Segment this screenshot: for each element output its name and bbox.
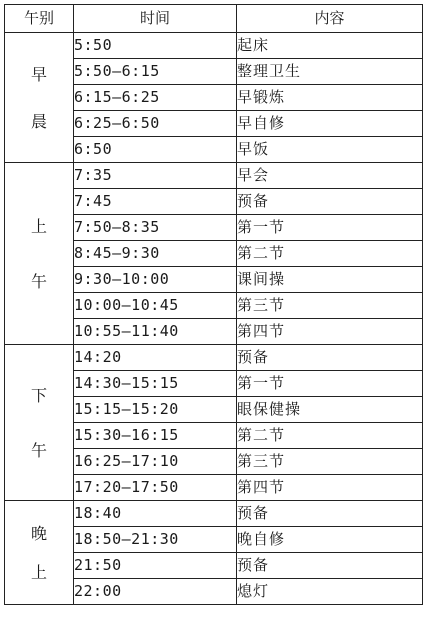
content-cell: 预备 bbox=[237, 553, 423, 579]
period-char: 下 bbox=[30, 385, 47, 405]
group-evening bbox=[5, 501, 423, 605]
time-cell: 8:45—9:30 bbox=[74, 241, 237, 267]
content-cell: 预备 bbox=[237, 189, 423, 215]
group-afternoon bbox=[5, 345, 423, 501]
content-cell: 第四节 bbox=[237, 319, 423, 345]
group-morning bbox=[5, 33, 423, 163]
content-cell: 课间操 bbox=[237, 267, 423, 293]
period-char: 午 bbox=[30, 271, 47, 291]
content-cell: 第二节 bbox=[237, 241, 423, 267]
period-char: 早 bbox=[30, 64, 47, 84]
header-content: 内容 bbox=[237, 5, 423, 33]
content-cell: 预备 bbox=[237, 345, 423, 371]
table-row bbox=[5, 345, 423, 371]
header-time: 时间 bbox=[74, 5, 237, 33]
time-cell: 5:50—6:15 bbox=[74, 59, 237, 85]
content-cell: 早会 bbox=[237, 163, 423, 189]
content-cell: 整理卫生 bbox=[237, 59, 423, 85]
time-cell: 6:50 bbox=[74, 137, 237, 163]
content-cell: 第一节 bbox=[237, 371, 423, 397]
content-cell: 熄灯 bbox=[237, 579, 423, 605]
content-cell: 起床 bbox=[237, 33, 423, 59]
content-cell: 早自修 bbox=[237, 111, 423, 137]
daily-schedule-table bbox=[4, 4, 423, 605]
period-label-forenoon bbox=[5, 163, 74, 345]
time-cell: 17:20—17:50 bbox=[74, 475, 237, 501]
time-cell: 5:50 bbox=[74, 33, 237, 59]
period-char: 上 bbox=[30, 562, 47, 582]
time-cell: 9:30—10:00 bbox=[74, 267, 237, 293]
time-cell: 10:00—10:45 bbox=[74, 293, 237, 319]
period-char: 晨 bbox=[30, 111, 47, 131]
content-cell: 第三节 bbox=[237, 293, 423, 319]
content-cell: 第四节 bbox=[237, 475, 423, 501]
time-cell: 16:25—17:10 bbox=[74, 449, 237, 475]
content-cell: 第二节 bbox=[237, 423, 423, 449]
content-cell: 晚自修 bbox=[237, 527, 423, 553]
time-cell: 6:15—6:25 bbox=[74, 85, 237, 111]
content-cell: 眼保健操 bbox=[237, 397, 423, 423]
time-cell: 21:50 bbox=[74, 553, 237, 579]
content-cell: 早饭 bbox=[237, 137, 423, 163]
table-row bbox=[5, 163, 423, 189]
period-label-evening bbox=[5, 501, 74, 605]
time-cell: 10:55—11:40 bbox=[74, 319, 237, 345]
content-cell: 第一节 bbox=[237, 215, 423, 241]
time-cell: 22:00 bbox=[74, 579, 237, 605]
content-cell: 预备 bbox=[237, 501, 423, 527]
period-char: 晚 bbox=[30, 523, 47, 543]
time-cell: 18:40 bbox=[74, 501, 237, 527]
time-cell: 15:30—16:15 bbox=[74, 423, 237, 449]
group-forenoon bbox=[5, 163, 423, 345]
content-cell: 第三节 bbox=[237, 449, 423, 475]
time-cell: 14:20 bbox=[74, 345, 237, 371]
time-cell: 7:45 bbox=[74, 189, 237, 215]
header-row bbox=[5, 5, 423, 33]
period-label-afternoon bbox=[5, 345, 74, 501]
time-cell: 14:30—15:15 bbox=[74, 371, 237, 397]
time-cell: 6:25—6:50 bbox=[74, 111, 237, 137]
time-cell: 7:50—8:35 bbox=[74, 215, 237, 241]
header-period: 午别 bbox=[5, 5, 74, 33]
period-char: 上 bbox=[30, 216, 47, 236]
table-row bbox=[5, 501, 423, 527]
content-cell: 早锻炼 bbox=[237, 85, 423, 111]
time-cell: 18:50—21:30 bbox=[74, 527, 237, 553]
table-row bbox=[5, 33, 423, 59]
time-cell: 15:15—15:20 bbox=[74, 397, 237, 423]
period-label-morning bbox=[5, 33, 74, 163]
time-cell: 7:35 bbox=[74, 163, 237, 189]
period-char: 午 bbox=[30, 440, 47, 460]
